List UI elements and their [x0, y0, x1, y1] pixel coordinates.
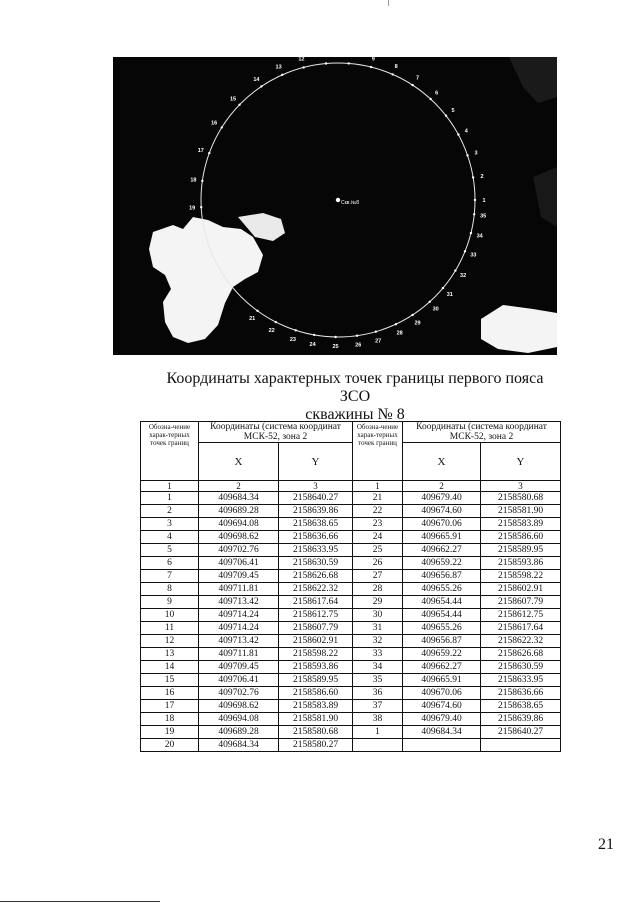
- table-row: [141, 635, 561, 648]
- x-coordinate: 409694.08: [199, 518, 279, 531]
- y-coordinate: 2158607.79: [481, 596, 561, 609]
- x-coordinate: 409714.24: [199, 609, 279, 622]
- y-coordinate: 2158602.91: [481, 583, 561, 596]
- y-coordinate: 2158589.95: [481, 544, 561, 557]
- point-number: 15: [141, 674, 199, 687]
- y-coordinate: 2158580.68: [481, 492, 561, 505]
- y-coordinate: 2158583.89: [279, 700, 353, 713]
- x-coordinate: 409711.81: [199, 583, 279, 596]
- point-number: 27: [353, 570, 403, 583]
- boundary-point-label: 5: [451, 108, 455, 115]
- boundary-point-marker: [473, 213, 475, 215]
- y-coordinate: 2158636.66: [279, 531, 353, 544]
- well-label: Скв.№8: [341, 200, 359, 206]
- column-number: 3: [279, 481, 353, 492]
- boundary-point-marker: [411, 84, 413, 86]
- boundary-point-marker: [375, 331, 377, 333]
- boundary-point-marker: [334, 336, 336, 338]
- y-coordinate: 2158586.60: [279, 687, 353, 700]
- table-row: [141, 674, 561, 687]
- x-coordinate: 409698.62: [199, 531, 279, 544]
- boundary-point-marker: [356, 335, 358, 337]
- x-coordinate: 409709.45: [199, 661, 279, 674]
- boundary-point-label: 23: [289, 336, 296, 343]
- y-coordinate: 2158617.64: [481, 622, 561, 635]
- boundary-point-label: 34: [476, 233, 483, 240]
- table-row: [141, 557, 561, 570]
- point-number: 14: [141, 661, 199, 674]
- point-number: 24: [353, 531, 403, 544]
- y-coordinate: 2158639.86: [279, 505, 353, 518]
- boundary-point-marker: [464, 250, 466, 252]
- x-coordinate: 409694.08: [199, 713, 279, 726]
- point-number: 18: [141, 713, 199, 726]
- boundary-point-label: 2: [480, 173, 484, 180]
- table-row: [141, 726, 561, 739]
- boundary-point-label: 30: [432, 306, 439, 313]
- point-number: 6: [141, 557, 199, 570]
- boundary-point-label: 17: [197, 148, 204, 155]
- x-coordinate: 409706.41: [199, 674, 279, 687]
- boundary-point-label: 24: [309, 341, 316, 348]
- boundary-point-marker: [454, 269, 456, 271]
- boundary-point-marker: [260, 85, 262, 87]
- boundary-point-marker: [275, 321, 277, 323]
- boundary-point-label: 13: [275, 64, 282, 71]
- y-coordinate: [481, 739, 561, 752]
- boundary-point-label: 22: [268, 328, 275, 335]
- x-coordinate: 409713.42: [199, 635, 279, 648]
- x-coordinate: [403, 739, 481, 752]
- boundary-point-marker: [445, 115, 447, 117]
- x-coordinate: 409674.60: [403, 700, 481, 713]
- boundary-point-label: 21: [249, 316, 256, 323]
- header-point-right: Обозна-чение харак-терных точек границ: [353, 422, 403, 481]
- column-number: 1: [353, 481, 403, 492]
- point-number: 37: [353, 700, 403, 713]
- y-coordinate: 2158598.22: [279, 648, 353, 661]
- point-number: 3: [141, 518, 199, 531]
- boundary-point-marker: [472, 176, 474, 178]
- x-coordinate: 409684.34: [199, 492, 279, 505]
- table-row: [141, 505, 561, 518]
- table-row: [141, 518, 561, 531]
- boundary-point-marker: [457, 133, 459, 135]
- point-number: 36: [353, 687, 403, 700]
- boundary-point-label: 3: [474, 150, 478, 157]
- point-number: 7: [141, 570, 199, 583]
- well-zone-map-image: [113, 52, 557, 355]
- point-number: 11: [141, 622, 199, 635]
- boundary-point-marker: [313, 334, 315, 336]
- boundary-point-label: 35: [480, 213, 487, 220]
- point-number: 1: [141, 492, 199, 505]
- boundary-point-marker: [325, 62, 327, 64]
- point-number: 20: [141, 739, 199, 752]
- x-coordinate: 409679.40: [403, 492, 481, 505]
- boundary-point-label: 25: [332, 344, 339, 350]
- boundary-point-marker: [303, 66, 305, 68]
- boundary-point-marker: [395, 323, 397, 325]
- y-coordinate: 2158612.75: [481, 609, 561, 622]
- column-number: 2: [199, 481, 279, 492]
- y-coordinate: 2158593.86: [279, 661, 353, 674]
- x-coordinate: 409698.62: [199, 700, 279, 713]
- x-coordinate: 409689.28: [199, 726, 279, 739]
- y-coordinate: 2158598.22: [481, 570, 561, 583]
- y-coordinate: 2158630.59: [481, 661, 561, 674]
- x-coordinate: 409713.42: [199, 596, 279, 609]
- boundary-point-label: 26: [355, 342, 362, 349]
- boundary-point-marker: [470, 232, 472, 234]
- point-number: 13: [141, 648, 199, 661]
- boundary-point-marker: [200, 206, 202, 208]
- boundary-point-marker: [201, 180, 203, 182]
- table-row: [141, 544, 561, 557]
- point-number: 17: [141, 700, 199, 713]
- column-number: 3: [481, 481, 561, 492]
- point-number: 26: [353, 557, 403, 570]
- point-number: 23: [353, 518, 403, 531]
- x-coordinate: 409679.40: [403, 713, 481, 726]
- x-coordinate: 409674.60: [403, 505, 481, 518]
- boundary-point-marker: [370, 66, 372, 68]
- point-number: 12: [141, 635, 199, 648]
- y-coordinate: 2158583.89: [481, 518, 561, 531]
- x-coordinate: 409706.41: [199, 557, 279, 570]
- x-coordinate: 409654.44: [403, 596, 481, 609]
- y-coordinate: 2158589.95: [279, 674, 353, 687]
- boundary-point-marker: [411, 314, 413, 316]
- boundary-point-label: 15: [229, 96, 237, 103]
- y-coordinate: 2158639.86: [481, 713, 561, 726]
- point-number: [353, 739, 403, 752]
- point-number: 21: [353, 492, 403, 505]
- header-point-left: Обозна-чение харак-терных точек границ: [141, 422, 199, 481]
- point-number: 4: [141, 531, 199, 544]
- caption-line-2: скважины № 8: [305, 406, 405, 423]
- scan-edge-line: [0, 901, 160, 902]
- x-coordinate: 409689.28: [199, 505, 279, 518]
- boundary-point-label: 4: [464, 128, 468, 135]
- y-coordinate: 2158602.91: [279, 635, 353, 648]
- column-number: 2: [403, 481, 481, 492]
- boundary-point-label: 11: [322, 52, 329, 59]
- x-coordinate: 409711.81: [199, 648, 279, 661]
- x-coordinate: 409702.76: [199, 544, 279, 557]
- point-number: 25: [353, 544, 403, 557]
- x-coordinate: 409665.91: [403, 531, 481, 544]
- boundary-point-marker: [256, 310, 258, 312]
- header-coords-right: Координаты (система координат МСК-52, зона 2: [403, 422, 561, 443]
- boundary-point-marker: [429, 301, 431, 303]
- y-coordinate: 2158626.68: [481, 648, 561, 661]
- boundary-point-marker: [281, 74, 283, 76]
- x-coordinate: 409659.22: [403, 648, 481, 661]
- x-coordinate: 409662.27: [403, 544, 481, 557]
- point-number: 28: [353, 583, 403, 596]
- boundary-point-label: 28: [396, 330, 403, 337]
- y-coordinate: 2158607.79: [279, 622, 353, 635]
- boundary-point-label: 10: [346, 52, 353, 59]
- header-x-right: X: [403, 443, 481, 481]
- column-number: 1: [141, 481, 199, 492]
- header-x-left: X: [199, 443, 279, 481]
- header-y-right: Y: [481, 443, 561, 481]
- header-coords-left: Координаты (система координат МСК-52, зона 2: [199, 422, 353, 443]
- x-coordinate: 409684.34: [199, 739, 279, 752]
- y-coordinate: 2158638.65: [481, 700, 561, 713]
- boundary-point-label: 33: [470, 252, 477, 259]
- table-row: [141, 648, 561, 661]
- point-number: 38: [353, 713, 403, 726]
- boundary-point-marker: [429, 98, 431, 100]
- coordinates-table: [140, 421, 561, 752]
- y-coordinate: 2158633.95: [481, 674, 561, 687]
- x-coordinate: 409665.91: [403, 674, 481, 687]
- boundary-point-label: 8: [394, 64, 398, 71]
- point-number: 31: [353, 622, 403, 635]
- point-number: 35: [353, 674, 403, 687]
- table-row: [141, 687, 561, 700]
- boundary-point-marker: [466, 154, 468, 156]
- point-number: 16: [141, 687, 199, 700]
- x-coordinate: 409655.26: [403, 583, 481, 596]
- x-coordinate: 409655.26: [403, 622, 481, 635]
- point-number: 29: [353, 596, 403, 609]
- point-number: 9: [141, 596, 199, 609]
- y-coordinate: 2158638.65: [279, 518, 353, 531]
- x-coordinate: 409654.44: [403, 609, 481, 622]
- y-coordinate: 2158640.27: [481, 726, 561, 739]
- y-coordinate: 2158617.64: [279, 596, 353, 609]
- table-row: [141, 596, 561, 609]
- point-number: 30: [353, 609, 403, 622]
- table-row: [141, 531, 561, 544]
- map-drawing: [113, 52, 557, 355]
- y-coordinate: 2158612.75: [279, 609, 353, 622]
- y-coordinate: 2158633.95: [279, 544, 353, 557]
- boundary-point-label: 16: [211, 120, 218, 127]
- boundary-point-marker: [442, 287, 444, 289]
- point-number: 22: [353, 505, 403, 518]
- boundary-point-label: 12: [298, 56, 305, 63]
- point-number: 19: [141, 726, 199, 739]
- x-coordinate: 409659.22: [403, 557, 481, 570]
- boundary-point-marker: [391, 73, 393, 75]
- boundary-point-marker: [348, 62, 350, 64]
- well-marker: [336, 198, 340, 202]
- boundary-point-label: 27: [375, 338, 382, 345]
- point-number: 33: [353, 648, 403, 661]
- point-number: 1: [353, 726, 403, 739]
- y-coordinate: 2158580.68: [279, 726, 353, 739]
- table-row: [141, 570, 561, 583]
- boundary-point-marker: [474, 199, 476, 201]
- point-number: 10: [141, 609, 199, 622]
- boundary-point-label: 9: [371, 56, 375, 63]
- point-number: 5: [141, 544, 199, 557]
- header-y-left: Y: [279, 443, 353, 481]
- boundary-point-marker: [221, 126, 223, 128]
- boundary-point-label: 18: [190, 177, 197, 184]
- boundary-point-label: 32: [460, 273, 467, 280]
- y-coordinate: 2158640.27: [279, 492, 353, 505]
- boundary-point-label: 14: [253, 77, 260, 83]
- table-caption: [150, 370, 560, 424]
- table-row: [141, 622, 561, 635]
- table-row: [141, 713, 561, 726]
- x-coordinate: 409656.87: [403, 570, 481, 583]
- scan-mark: [388, 0, 389, 6]
- y-coordinate: 2158622.32: [279, 583, 353, 596]
- y-coordinate: 2158630.59: [279, 557, 353, 570]
- boundary-point-label: 29: [414, 320, 421, 327]
- y-coordinate: 2158622.32: [481, 635, 561, 648]
- boundary-point-label: 1: [482, 198, 486, 204]
- caption-line-1: Координаты характерных точек границы первого пояса ЗСО: [166, 370, 544, 405]
- boundary-point-marker: [295, 329, 297, 331]
- x-coordinate: 409714.24: [199, 622, 279, 635]
- x-coordinate: 409702.76: [199, 687, 279, 700]
- point-number: 32: [353, 635, 403, 648]
- column-number-row: [141, 481, 561, 492]
- page-number: 21: [598, 836, 614, 853]
- table-row: [141, 700, 561, 713]
- table-row: [141, 583, 561, 596]
- y-coordinate: 2158636.66: [481, 687, 561, 700]
- boundary-point-label: 19: [189, 205, 196, 212]
- x-coordinate: 409684.34: [403, 726, 481, 739]
- boundary-point-marker: [208, 152, 210, 154]
- x-coordinate: 409670.06: [403, 687, 481, 700]
- x-coordinate: 409656.87: [403, 635, 481, 648]
- boundary-point-label: 31: [446, 291, 453, 298]
- point-number: 8: [141, 583, 199, 596]
- table-row: [141, 739, 561, 752]
- boundary-point-label: 7: [415, 75, 420, 82]
- y-coordinate: 2158593.86: [481, 557, 561, 570]
- boundary-point-label: 6: [435, 90, 439, 97]
- point-number: 34: [353, 661, 403, 674]
- x-coordinate: 409670.06: [403, 518, 481, 531]
- point-number: 2: [141, 505, 199, 518]
- y-coordinate: 2158580.27: [279, 739, 353, 752]
- table-row: [141, 661, 561, 674]
- y-coordinate: 2158581.90: [279, 713, 353, 726]
- y-coordinate: 2158626.68: [279, 570, 353, 583]
- x-coordinate: 409662.27: [403, 661, 481, 674]
- y-coordinate: 2158586.60: [481, 531, 561, 544]
- table-row: [141, 492, 561, 505]
- boundary-point-marker: [238, 104, 240, 106]
- table-row: [141, 609, 561, 622]
- x-coordinate: 409709.45: [199, 570, 279, 583]
- y-coordinate: 2158581.90: [481, 505, 561, 518]
